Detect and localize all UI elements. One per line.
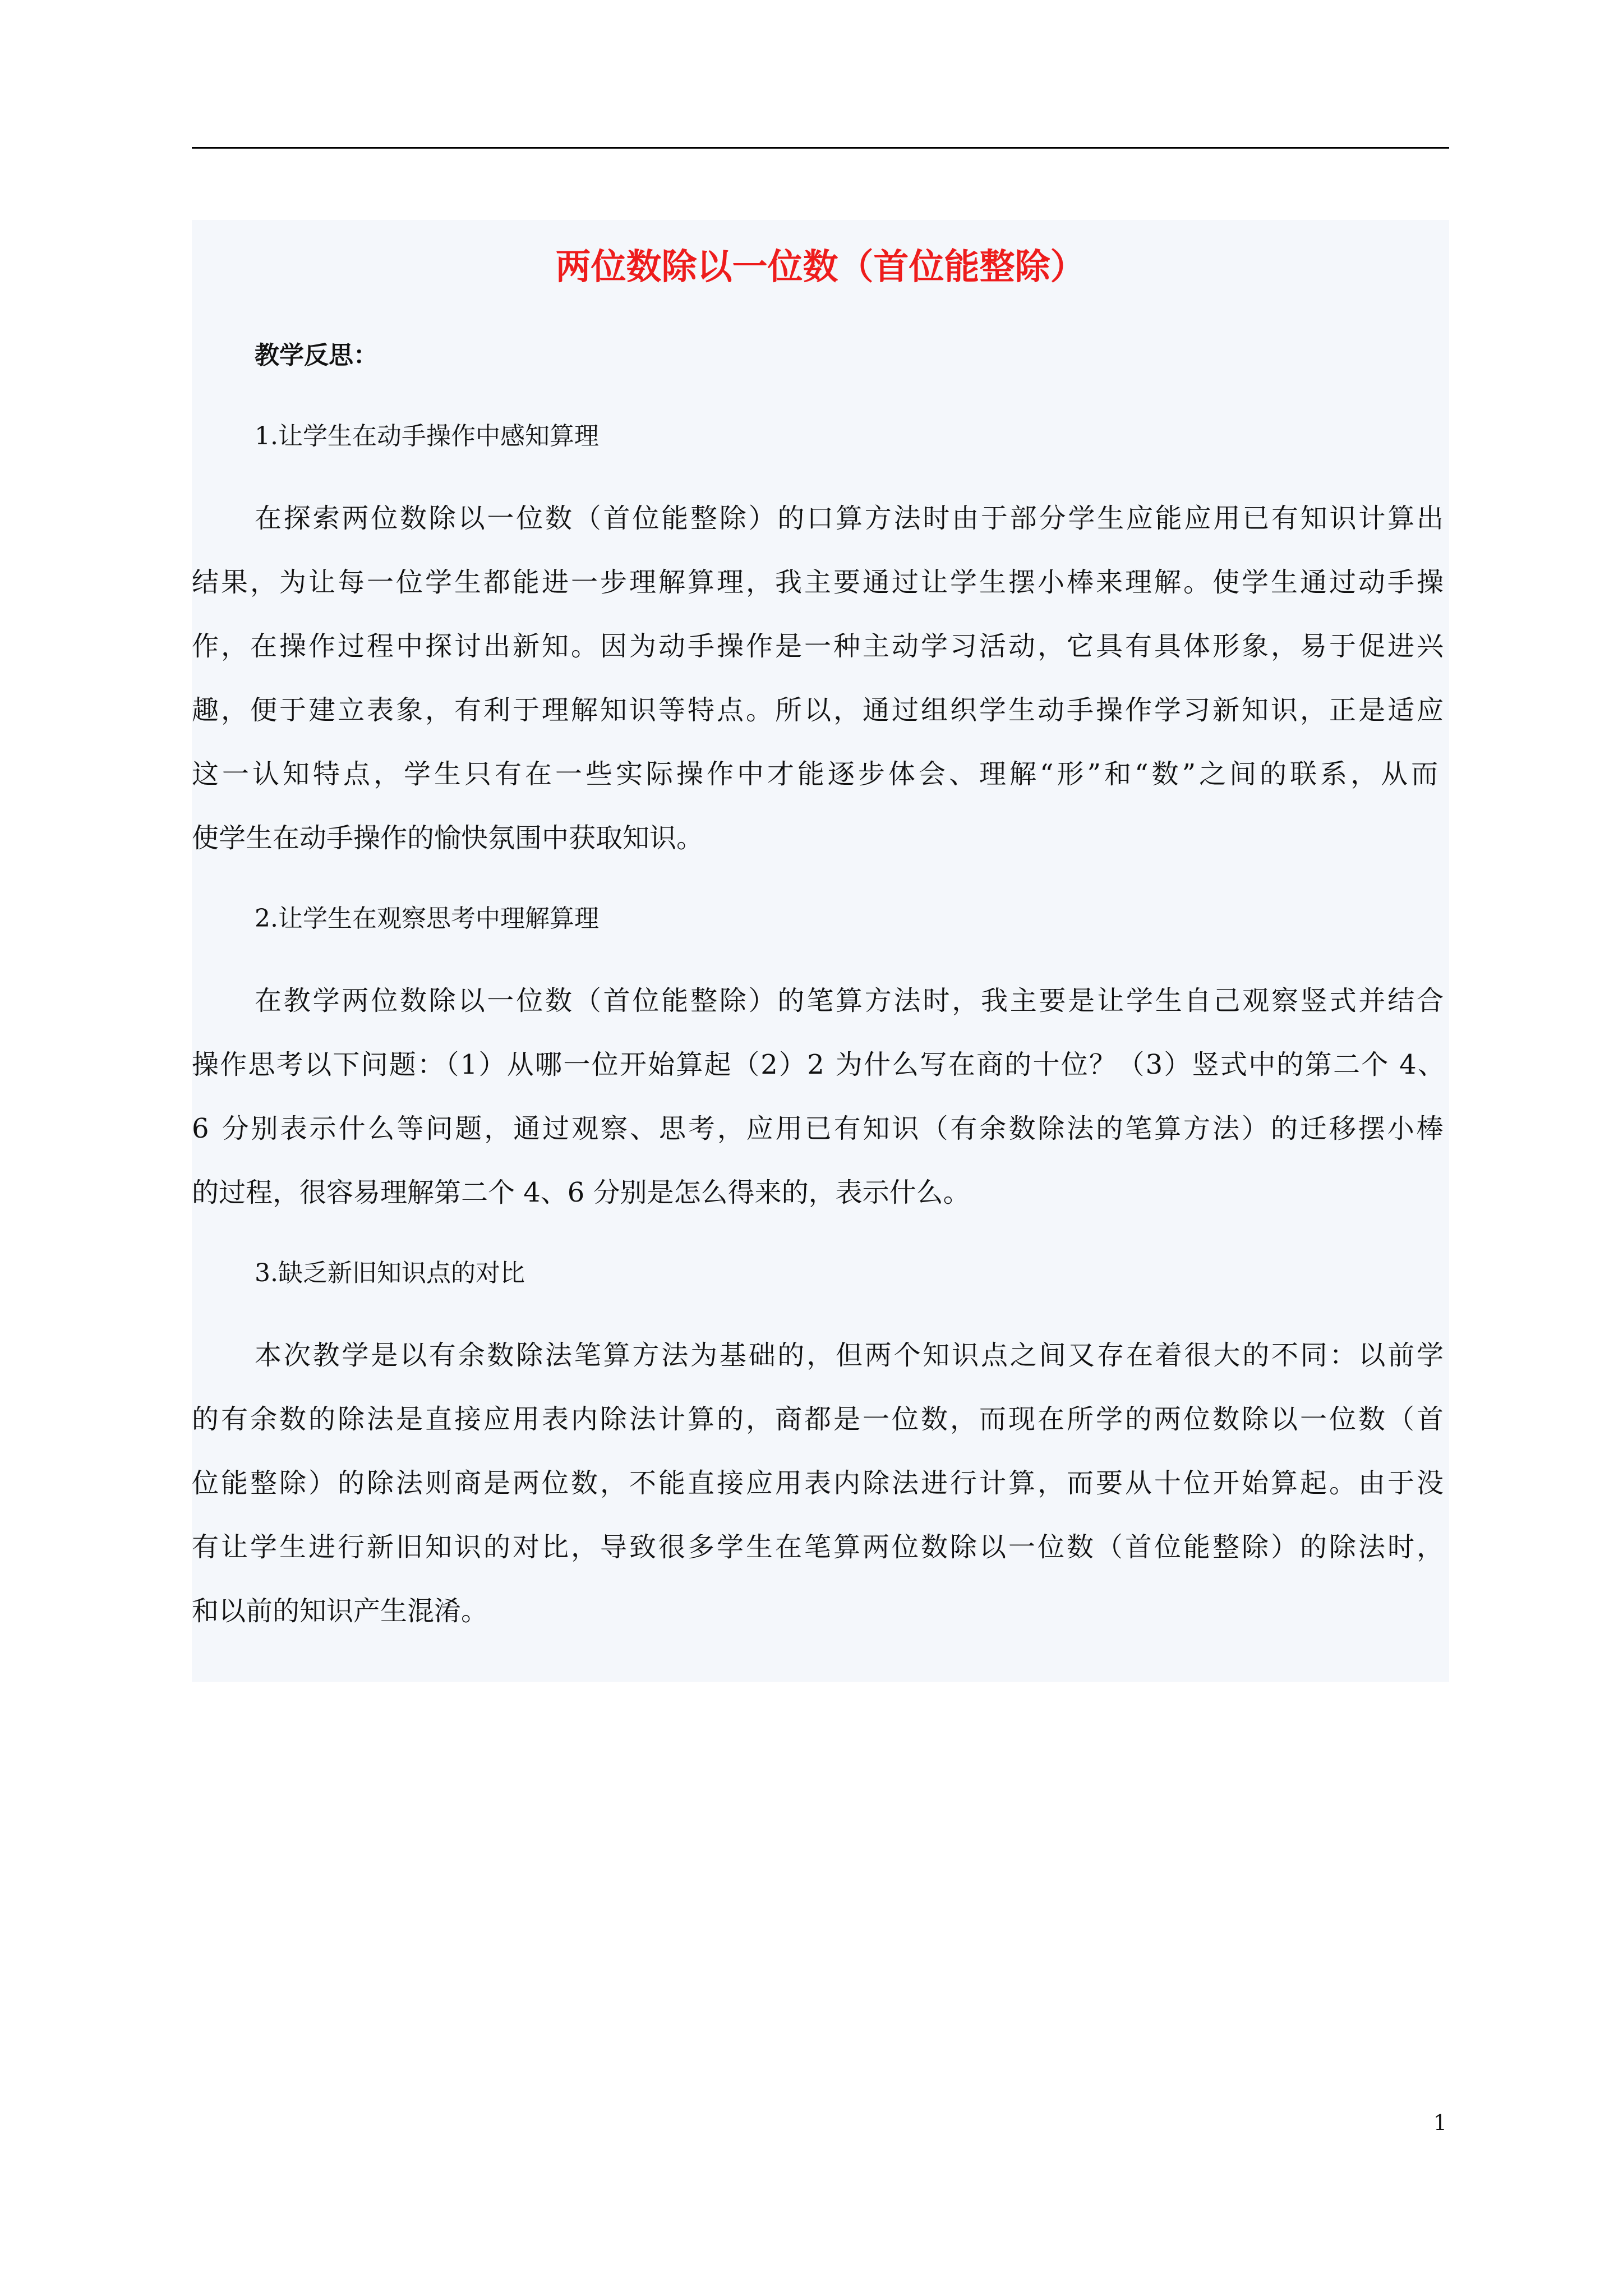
paragraph-line: 作，在操作过程中探讨出新知。因为动手操作是一种主动学习活动，它具有具体形象，易于促进兴 (192, 631, 1446, 662)
paragraph-line: 这一认知特点，学生只有在一些实际操作中才能逐步体会、理解“形”和“数”之间的联系，从而 (192, 758, 1442, 790)
page-number: 1 (1433, 2110, 1447, 2135)
paragraph-line: 6 分别表示什么等问题，通过观察、思考，应用已有知识（有余数除法的笔算方法）的迁移摆小棒 (192, 1113, 1446, 1144)
paragraph-line: 结果，为让每一位学生都能进一步理解算理，我主要通过让学生摆小棒来理解。使学生通过动手操 (192, 567, 1446, 598)
section-1-title: 1.让学生在动手操作中感知算理 (255, 422, 599, 450)
section-3-title: 3.缺乏新旧知识点的对比 (255, 1259, 525, 1287)
paragraph-line: 的有余数的除法是直接应用表内除法计算的，商都是一位数，而现在所学的两位数除以一位数（首 (192, 1404, 1446, 1435)
section-heading: 教学反思： (255, 341, 378, 370)
paragraph-line: 位能整除）的除法则商是两位数，不能直接应用表内除法进行计算，而要从十位开始算起。由于没 (192, 1467, 1446, 1499)
paragraph-line: 本次教学是以有余数除法笔算方法为基础的，但两个知识点之间又存在着很大的不同：以前学 (255, 1340, 1446, 1371)
content-block (192, 220, 1449, 1682)
paragraph-line: 趣，便于建立表象，有利于理解知识等特点。所以，通过组织学生动手操作学习新知识，正是适应 (192, 694, 1446, 726)
section-2-title: 2.让学生在观察思考中理解算理 (255, 904, 599, 933)
paragraph-line: 使学生在动手操作的愉快氛围中获取知识。 (192, 822, 704, 854)
paragraph-line: 的过程，很容易理解第二个 4、6 分别是怎么得来的，表示什么。 (192, 1177, 970, 1208)
paragraph-line: 在教学两位数除以一位数（首位能整除）的笔算方法时，我主要是让学生自己观察竖式并结合 (255, 985, 1446, 1016)
paragraph-line: 和以前的知识产生混淆。 (192, 1595, 488, 1627)
paragraph-line: 操作思考以下问题：（1）从哪一位开始算起（2）2 为什么写在商的十位？（3）竖式中的第二个 4、 (192, 1049, 1446, 1080)
paragraph-line: 在探索两位数除以一位数（首位能整除）的口算方法时由于部分学生应能应用已有知识计算出 (255, 503, 1446, 534)
header-rule (192, 147, 1449, 149)
document-title: 两位数除以一位数（首位能整除） (555, 246, 1086, 287)
paragraph-line: 有让学生进行新旧知识的对比，导致很多学生在笔算两位数除以一位数（首位能整除）的除法时， (192, 1531, 1446, 1563)
